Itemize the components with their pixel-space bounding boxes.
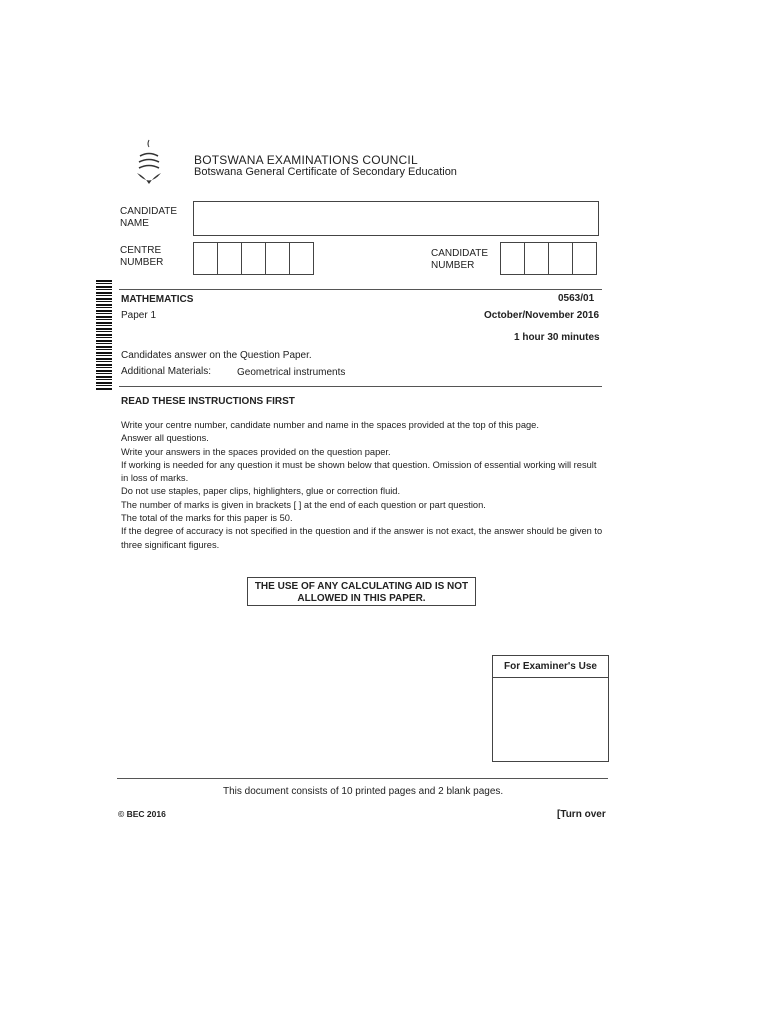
candidate-name-label-line1: CANDIDATE xyxy=(120,206,178,217)
candidate-name-label-line2: NAME xyxy=(120,218,149,229)
centre-number-label-line1: CENTRE xyxy=(120,245,162,256)
candidate-name-label xyxy=(120,206,177,230)
candidate-digit-box[interactable] xyxy=(525,243,549,274)
warning-line1: THE USE OF ANY CALCULATING AID IS NOT xyxy=(254,581,469,592)
candidate-number-label xyxy=(431,248,488,272)
examiner-use-box xyxy=(492,655,609,762)
instruction-line: The total of the marks for this paper is 50. xyxy=(121,513,293,524)
bec-logo-icon xyxy=(134,138,164,190)
instruction-line: The number of marks is given in brackets [ ] at the end of each question or part question. xyxy=(121,499,486,510)
divider xyxy=(117,778,608,779)
instruction-line: Write your centre number, candidate number and name in the spaces provided at the top of this page. xyxy=(121,420,539,430)
centre-digit-box[interactable] xyxy=(242,243,266,274)
paper-code: 0563/01 xyxy=(558,293,595,304)
candidate-digit-box[interactable] xyxy=(573,243,596,274)
copyright: © BEC 2016 xyxy=(118,809,166,819)
candidate-number-field[interactable] xyxy=(500,242,597,275)
paper-number: Paper 1 xyxy=(121,310,157,321)
calculator-warning-box xyxy=(247,577,476,606)
centre-digit-box[interactable] xyxy=(266,243,290,274)
turn-over-note: [Turn over xyxy=(557,809,606,820)
exam-duration: 1 hour 30 minutes xyxy=(514,332,600,343)
materials-value: Geometrical instruments xyxy=(237,367,346,378)
materials-label: Additional Materials: xyxy=(121,366,212,377)
page-count-note: This document consists of 10 printed pages and 2 blank pages. xyxy=(223,786,504,797)
examiner-use-title: For Examiner's Use xyxy=(493,656,608,678)
certificate-name: Botswana General Certificate of Secondary Education xyxy=(194,166,457,178)
instruction-line: Do not use staples, paper clips, highlighters, glue or correction fluid. xyxy=(121,486,401,497)
centre-digit-box[interactable] xyxy=(194,243,218,274)
warning-line2: ALLOWED IN THIS PAPER. xyxy=(297,593,426,604)
instructions-heading: READ THESE INSTRUCTIONS FIRST xyxy=(121,396,295,407)
instruction-line: Answer all questions. xyxy=(121,433,209,444)
subject-title: MATHEMATICS xyxy=(121,294,194,305)
barcode xyxy=(96,280,112,390)
answer-note: Candidates answer on the Question Paper. xyxy=(121,350,312,361)
centre-number-field[interactable] xyxy=(193,242,314,275)
candidate-number-label-line1: CANDIDATE xyxy=(431,248,489,259)
exam-session: October/November 2016 xyxy=(484,310,600,321)
candidate-digit-box[interactable] xyxy=(549,243,573,274)
instruction-line: If the degree of accuracy is not specified in the question and if the answer is not exact, the answer should be given to three significant figures. xyxy=(121,526,603,550)
council-name: BOTSWANA EXAMINATIONS COUNCIL xyxy=(194,153,418,167)
centre-digit-box[interactable] xyxy=(290,243,313,274)
centre-number-label-line2: NUMBER xyxy=(120,257,164,268)
instruction-line: Write your answers in the spaces provided on the question paper. xyxy=(121,446,391,457)
divider xyxy=(119,289,602,290)
candidate-number-label-line2: NUMBER xyxy=(431,260,475,271)
instruction-line: If working is needed for any question it must be shown below that question. Omission of essential working will result in loss of marks. xyxy=(121,459,597,484)
candidate-name-field[interactable] xyxy=(193,201,599,236)
candidate-digit-box[interactable] xyxy=(501,243,525,274)
centre-number-label xyxy=(120,245,163,269)
divider xyxy=(119,386,602,387)
centre-digit-box[interactable] xyxy=(218,243,242,274)
instructions-list xyxy=(121,419,606,552)
